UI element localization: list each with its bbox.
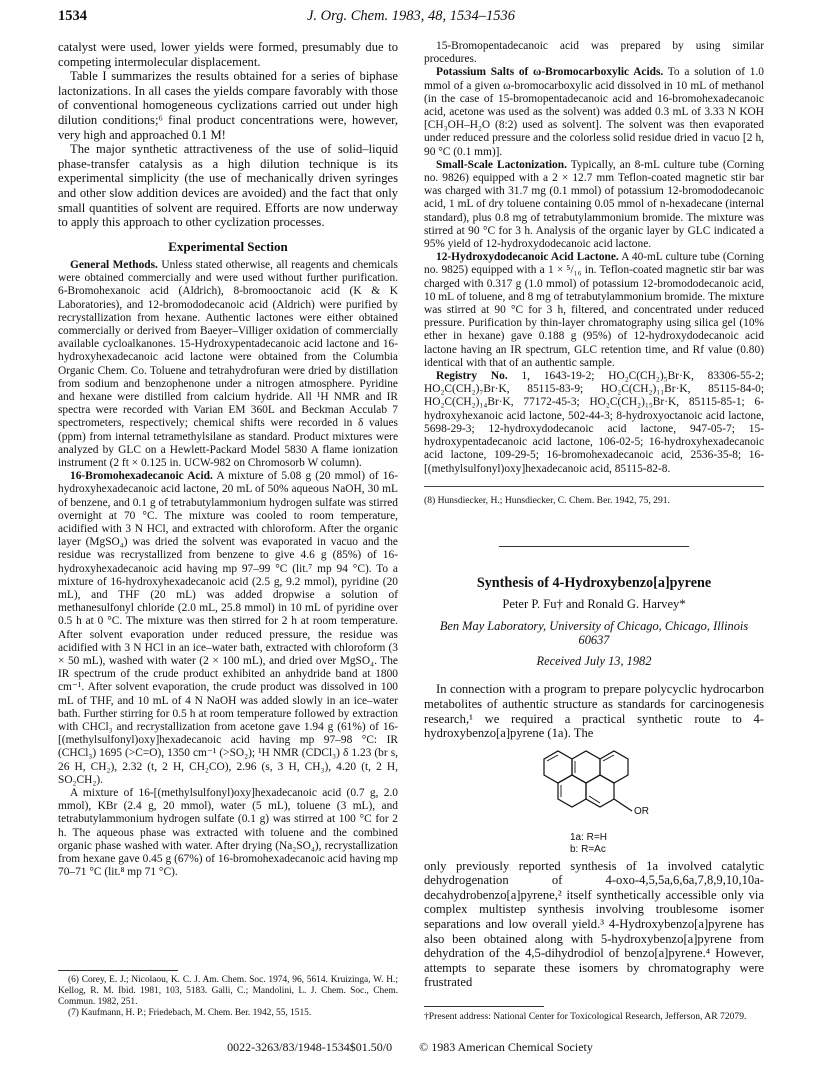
general-methods-paragraph xyxy=(58,259,398,470)
article-separator xyxy=(499,546,689,547)
bromohexadecanoic-text: A mixture of 5.08 g (20 mmol) of 16-hydroxyhexadecanoic acid lactone, 20 mL of 50% aqueous NaOH, 30 mL of benzene, and 0.1 g of tetrabutylammonium hydrogen sulfate was stirred overnight at 70 °C. The mixture was cooled to room temperature, acidified with 3 N HCl, and extracted with chloroform. After the organic layer (MgSO₄) was dried the solvent was evaporated in vacuo and the residue was recrystallized from benzene to give 4.6 g (85%) of 16-hydroxyhexadecanoic acid having mp 97–99 °C (lit.⁷ mp 94 °C). To a mixture of 16-hydroxyhexadecanoic acid (2.5 g, 9.2 mmol), pyridine (20 mL), and THF (20 mL) was added dropwise a solution of methanesulfonyl chloride (2.0 mL, 25.8 mmol) in 10 mL of pyridine over 0.5 h at 0 °C. The mixture was then stirred for 2 h at room temperature. After solvent evaporation under reduced pressure, the residue was acidified with 3 N HCl in an ice–water bath, extracted with chloroform (3 × 50 mL), washed with water (2 × 100 mL), and dried over MgSO₄. The IR spectrum of the crude product exhibited an anhydride band at 1800 cm⁻¹. After solvent evaporation, the crude product was dissolved in 100 mL of THF, and 10 mL of 4 N NaOH was added slowly in an ice–water bath. Further stirring for 0.5 h at room temperature followed by extraction with CHCl₃ and recrystallization from acetone gave 1.94 g (61%) of 16-[(methylsulfonyl)oxy]hexadecanoic acid having mp 97–98 °C: IR (CHCl₃) 1695 (>C=O), 1350 cm⁻¹ (>SO₂); ¹H NMR (CDCl₃) δ 1.23 (br s, 26 H, CH₂), 2.32 (t, 2 H, CH₂CO), 2.96 (s, 3 H, CH₃), 4.20 (t, 2 H, SO₂CH₂). xyxy=(58,470,398,786)
paragraph-conclusion-end: catalyst were used, lower yields were formed, presumably due to competing intermolecular displacement. xyxy=(58,40,398,69)
potassium-salts-runin: Potassium Salts of ω-Bromocarboxylic Acids. xyxy=(436,66,664,79)
general-methods-runin: General Methods. xyxy=(70,258,158,271)
general-methods-text: Unless stated otherwise, all reagents and chemicals were obtained commercially and were used without further purification. 6-Bromohexanoic acid (Aldrich), 8-bromooctanoic acid (K & K Laboratories), and 12-bromododecanoic acid (Aldrich) were purified by recrystallization from hexane. Authentic lactones were either obtained commercially or derived from Baeyer–Villiger oxidation of commercially available cycloalkanones. 15-Hydroxypentadecanoic acid lactone and 16-hydroxyhexadecanoic acid lactone were obtained from the Columbia Organic Chem. Co. Toluene and tetrahydrofuran were dried by distillation from sodium and benzophenone under a nitrogen atmosphere. Pyridine and hexane were distilled from calcium hydride. All ¹H NMR and IR spectra were recorded with Varian EM 360L and Beckman Acculab 7 spectrometers, respectively; chemical shifts were recorded in δ values (ppm) from internal tetramethylsilane as standard. Product mixtures were analyzed by GLC on a Hewlett-Packard Model 5830 A flame ionization instrument (2 ft × 0.125 in. UCW-982 on Chromosorb W column). xyxy=(58,258,398,469)
intro-paragraph: In connection with a program to prepare polycyclic hydrocarbon metabolites of authentic structure as standards for carcinogenesis research,¹ we required a practical synthetic route to 4-hydroxybenzo[a]pyrene (1a). The xyxy=(424,682,764,741)
paragraph-table-summary: Table I summarizes the results obtained for a series of biphase lactonizations. In all cases the yields compare favorably with those of conventional homogeneous cyclizations carried out under high dilution conditions;⁶ final product concentrations were, however, very high and approached 0.1 M! xyxy=(58,69,398,142)
received-date: Received July 13, 1982 xyxy=(536,654,652,669)
prep-paragraph: 15-Bromopentadecanoic acid was prepared by using similar procedures. xyxy=(424,40,764,66)
small-scale-runin: Small-Scale Lactonization. xyxy=(436,158,567,171)
potassium-salts-paragraph xyxy=(424,66,764,158)
structure-or-label: OR xyxy=(634,805,649,817)
lactone-text: A 40-mL culture tube (Corning no. 9825) equipped with a 1 × ⁵/₁₆ in. Teflon-coated magnetic stir bar was charged with 0.317 g (1.0 mmol) of potassium 12-bromododecanoic acid, 10 mL of toluene, and 8 mg of tetrabutylammonium bromide. The mixture was stirred at 90 °C for 3 h, filtered, and concentrated under reduced pressure. Purification by thin-layer chromatography using silica gel (10% ether in hexane) gave 0.188 g (95%) of 12-hydroxydodecanoic acid lactone having an IR spectrum, GLC retention time, and Rf value (0.80) identical with that of an authentic sample. xyxy=(424,251,764,369)
left-column xyxy=(58,40,398,879)
article-affiliation: Ben May Laboratory, University of Chicago, Chicago, Illinois 60637 xyxy=(439,619,749,648)
footnote-6: (6) Corey, E. J.; Nicolaou, K. C. J. Am. Chem. Soc. 1974, 96, 5614. Kruizinga, W. H.; Kellog, R. M. Ibid. 1981, 103, 5183. Galli, C.; Mandolini, L. J. Chem. Soc., Chem. Commun. 1982, 251. xyxy=(58,975,398,1007)
experimental-section-heading: Experimental Section xyxy=(168,238,288,254)
present-address-text: †Present address: National Center for Toxicological Research, Jefferson, AR 72079. xyxy=(424,1011,747,1022)
footnote-7: (7) Kaufmann, H. P.; Friedebach, M. Chem. Ber. 1942, 55, 1515. xyxy=(68,1008,312,1018)
small-scale-text: Typically, an 8-mL culture tube (Corning no. 9826) equipped with a 2 × 12.7 mm Teflon-coated magnetic stir bar was charged with 31.7 mg (0.1 mmol) of potassium 12-bromododecanoic acid, 1 mL of dry toluene containing 0.05 mmol of n-hexadecane (internal standard), plus 0.8 mg of tetrabutylammonium bromide. The mixture was stirred at 90 °C for 3 h. Analysis of the organic layer by GLC indicated a 95% yield of 12-hydroxydodecanoic acid lactone. xyxy=(424,158,765,251)
bromohexadecanoic-paragraph xyxy=(58,470,398,787)
copyright-notice: © 1983 American Chemical Society xyxy=(419,1040,593,1054)
present-address-note xyxy=(424,1006,764,1022)
lactone-paragraph xyxy=(424,251,764,370)
chemical-structure xyxy=(424,741,764,859)
mixture-paragraph: A mixture of 16-[(methylsulfonyl)oxy]hexadecanoic acid (0.7 g, 2.0 mmol), KBr (2.4 g, 20 mmol), water (5 mL), toluene (3 mL), and tetrabutylammonium hydrogen sulfate (0.1 g) was stirred at 100 °C for 2 h. The aqueous phase was extracted with toluene and the combined organic phase washed with water. After drying (Na₂SO₄), recrystallization from hexane gave 0.45 g (67%) of 16-bromohexadecanoic acid having mp 70–71 °C (lit.⁸ mp 71 °C). xyxy=(58,787,398,879)
footnote-rule xyxy=(58,970,178,971)
bromohexadecanoic-runin: 16-Bromohexadecanoic Acid. xyxy=(70,470,213,483)
page-footer xyxy=(0,1040,820,1055)
right-column xyxy=(424,40,764,990)
article-title: Synthesis of 4-Hydroxybenzo[a]pyrene xyxy=(476,574,712,591)
page-header xyxy=(58,8,764,28)
registry-paragraph xyxy=(424,370,764,476)
page-number: 1534 xyxy=(58,8,87,24)
present-address-rule xyxy=(424,1006,544,1007)
small-scale-paragraph xyxy=(424,159,764,251)
structure-label-1a: 1a: R=H xyxy=(570,831,607,843)
registry-text: 1, 1643-19-2; HO₂C(CH₂)₅Br·K, 83306-55-2; HO₂C(CH₂)₇Br·K, 85115-83-9; HO₂C(CH₂)₁₁Br·K, 85115-84-0; HO₂C(CH₂)₁₄Br·K, 77172-45-3; HO₂C(CH₂)₁₅Br·K, 85115-85-1; 6-hydroxyhexanoic acid lactone, 502-44-3; 8-hydroxyoctanoic acid lactone, 5698-29-3; 12-hydroxydodecanoic acid lactone, 947-05-7; 15-hydroxypentadecanoic acid lactone, 106-02-5; 16-hydroxyhexadecanoic acid lactone, 109-29-5; 16-bromohexadecanoic acid, 2536-35-8; 16-[(methylsulfonyl)oxy]hexadecanoic acid, 85115-82-8. xyxy=(424,370,764,475)
journal-citation: J. Org. Chem. 1983, 48, 1534–1536 xyxy=(306,8,516,24)
potassium-salts-text: To a solution of 1.0 mmol of a given ω-bromocarboxylic acid dissolved in 10 mL of methanol (in the case of 15-bromopentadecanoic acid and 16-bromohexadecanoic acid, acetone was used as the solvent) was added 0.3 mL of 3.33 N KOH [CH₃OH–H₂O (8:2) used as solvent]. The solvent was then evaporated under reduced pressure and the colorless solid residue dried in vacuo [2 h, 90 °C (0.1 mm)]. xyxy=(424,66,764,158)
paragraph-previous-synthesis: only previously reported synthesis of 1a involved catalytic dehydrogenation of 4-oxo-4,5,5a,6,6a,7,8,9,10,10a-decahydrobenzo[a]pyrene,² itself synthetically accessible only via complex multistep synthesis involving troublesome isomer separations and low overall yield.³ 4-Hydroxybenzo[a]pyrene has also been obtained along with 5-hydroxybenzo[a]pyrene from dehydration of the 4,5-dihydrodiol of benzo[a]pyrene.⁴ However, attempts to separate these isomers by chromatography were frustrated xyxy=(424,858,764,990)
structure-label-1b: b: R=Ac xyxy=(570,843,606,855)
footnote-8: (8) Hunsdiecker, H.; Hunsdiecker, C. Chem. Ber. 1942, 75, 291. xyxy=(424,486,764,506)
lactone-runin: 12-Hydroxydodecanoic Acid Lactone. xyxy=(436,251,619,264)
registry-runin: Registry No. xyxy=(436,370,508,383)
paragraph-attractiveness: The major synthetic attractiveness of the use of solid–liquid phase-transfer catalysis as a high dilution technique is its experimental simplicity (the use of mechanically driven syringes and other slow addition devices are avoided) and the fact that only small quantities of solvent are required. Efforts are now underway to apply this approach to other cyclization processes. xyxy=(58,142,398,230)
left-footnotes xyxy=(58,970,398,1019)
article-code: 0022-3263/83/1948-1534$01.50/0 xyxy=(227,1040,393,1054)
article-authors: Peter P. Fu† and Ronald G. Harvey* xyxy=(502,596,686,611)
